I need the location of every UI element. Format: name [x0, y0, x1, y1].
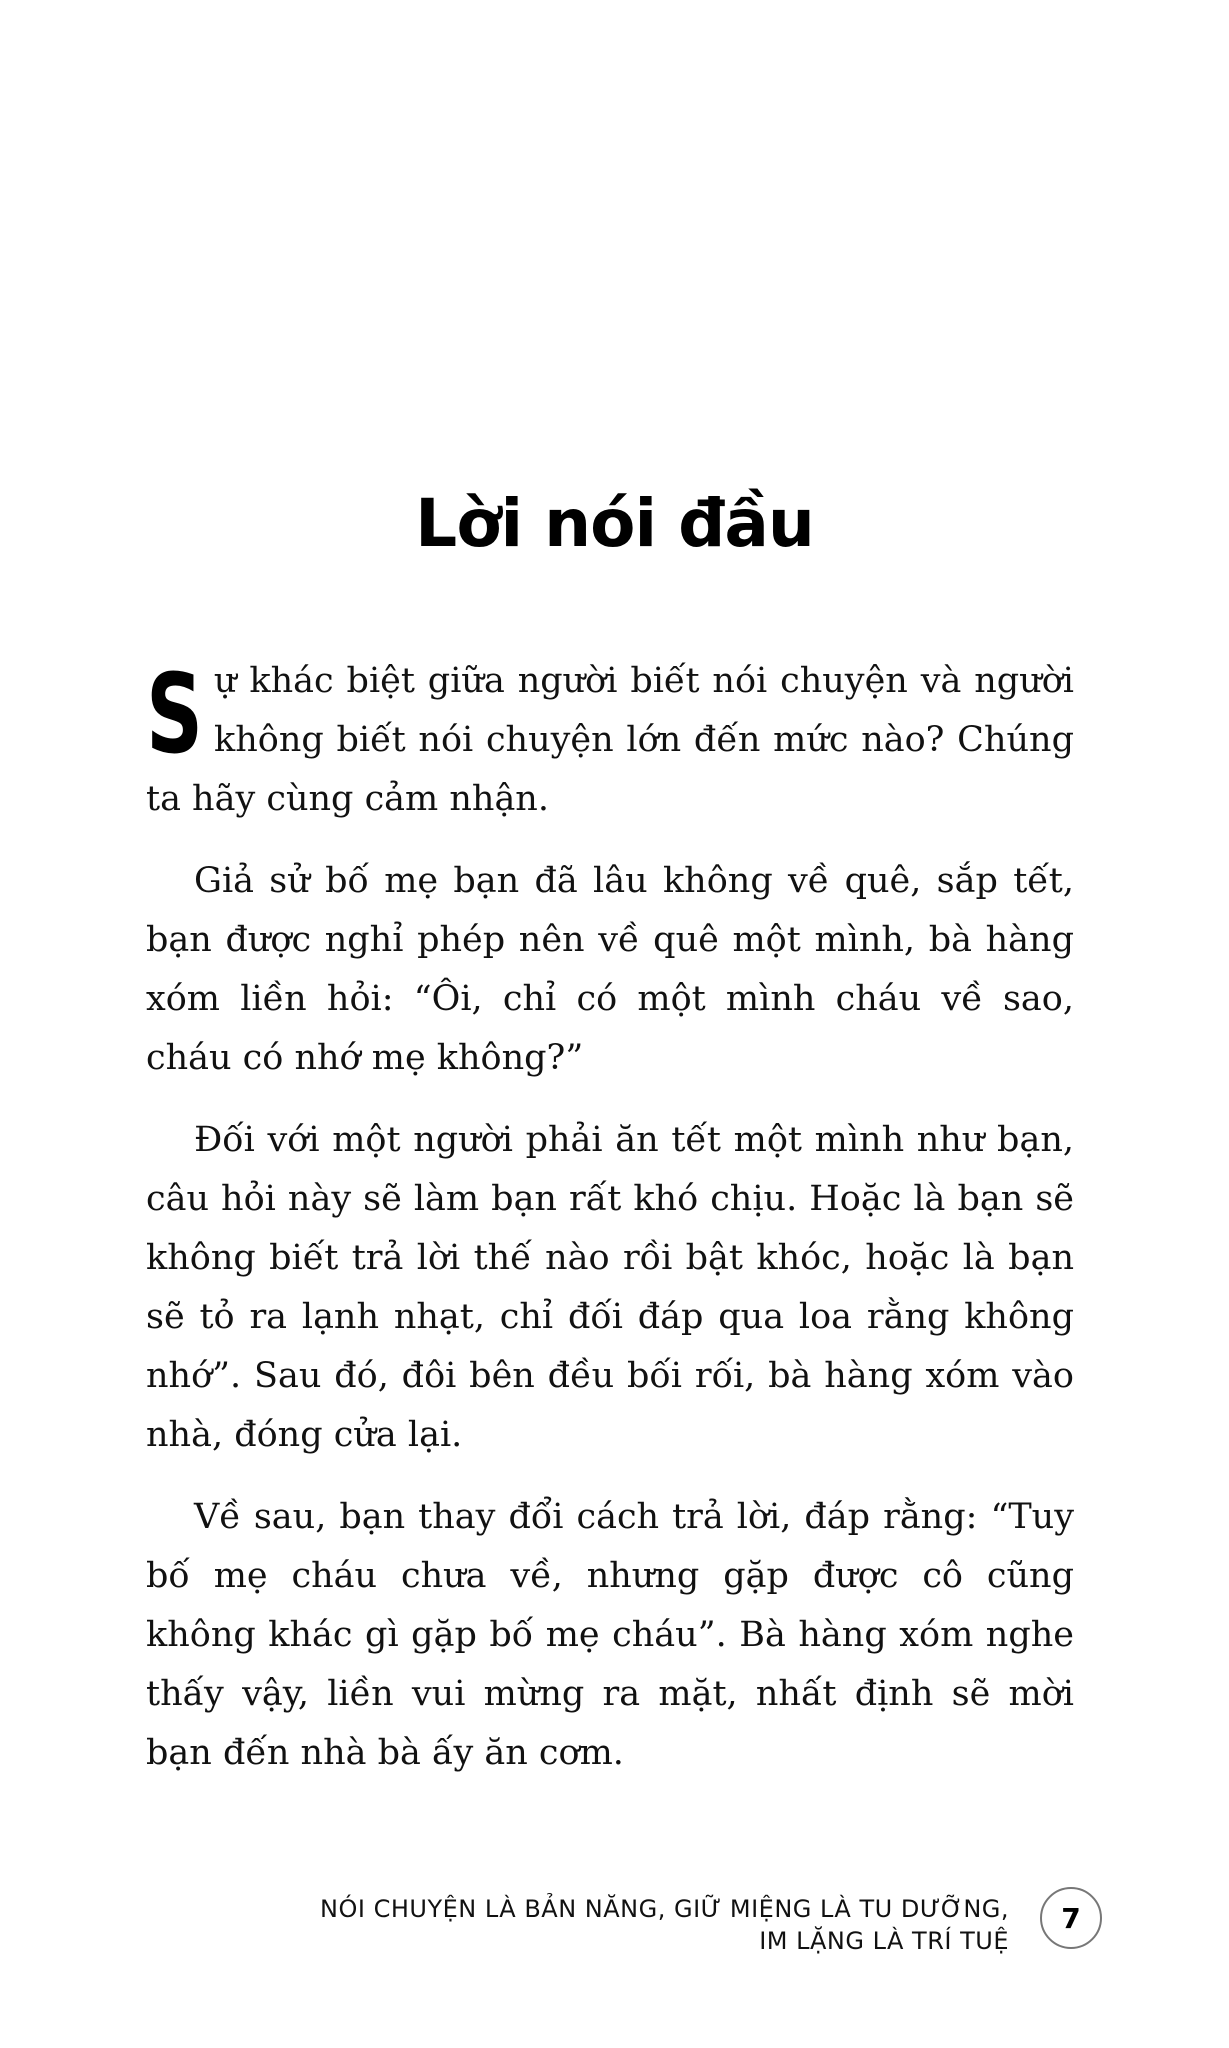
running-footer: [320, 1893, 1009, 1957]
paragraph-3: Đối với một người phải ăn tết một mình như bạn, câu hỏi này sẽ làm bạn rất khó chịu. Hoặc là bạn sẽ không biết trả lời thế nào rồi bật khóc, hoặc là bạn sẽ tỏ ra lạnh nhạt, chỉ đối đáp qua loa rằng không nhớ”. Sau đó, đôi bên đều bối rối, bà hàng xóm vào nhà, đóng cửa lại.: [146, 1120, 1074, 1455]
paragraph-1-text: ự khác biệt giữa người biết nói chuyện và người không biết nói chuyện lớn đến mức nào? Chúng ta hãy cùng cảm nhận.: [146, 661, 1074, 819]
body-text: [146, 652, 1074, 1806]
drop-cap: S: [146, 650, 204, 778]
paragraph-4: Về sau, bạn thay đổi cách trả lời, đáp rằng: “Tuy bố mẹ cháu chưa về, nhưng gặp được cô cũng không khác gì gặp bố mẹ cháu”. Bà hàng xóm nghe thấy vậy, liền vui mừng ra mặt, nhất định sẽ mời bạn đến nhà bà ấy ăn cơm.: [146, 1497, 1074, 1773]
page-number: 7: [1061, 1901, 1081, 1935]
paragraph-2: Giả sử bố mẹ bạn đã lâu không về quê, sắp tết, bạn được nghỉ phép nên về quê một mình, bà hàng xóm liền hỏi: “Ôi, chỉ có một mình cháu về sao, cháu có nhớ mẹ không?”: [146, 861, 1074, 1078]
page-number-badge: [1040, 1887, 1102, 1949]
running-title-line-2: IM LẶNG LÀ TRÍ TUỆ: [759, 1927, 1009, 1955]
page-title: Lời nói đầu: [415, 485, 814, 563]
running-title-line-1: NÓI CHUYỆN LÀ BẢN NĂNG, GIỮ MIỆNG LÀ TU DƯỠNG,: [320, 1895, 1009, 1923]
paragraph-1: [146, 652, 1074, 829]
